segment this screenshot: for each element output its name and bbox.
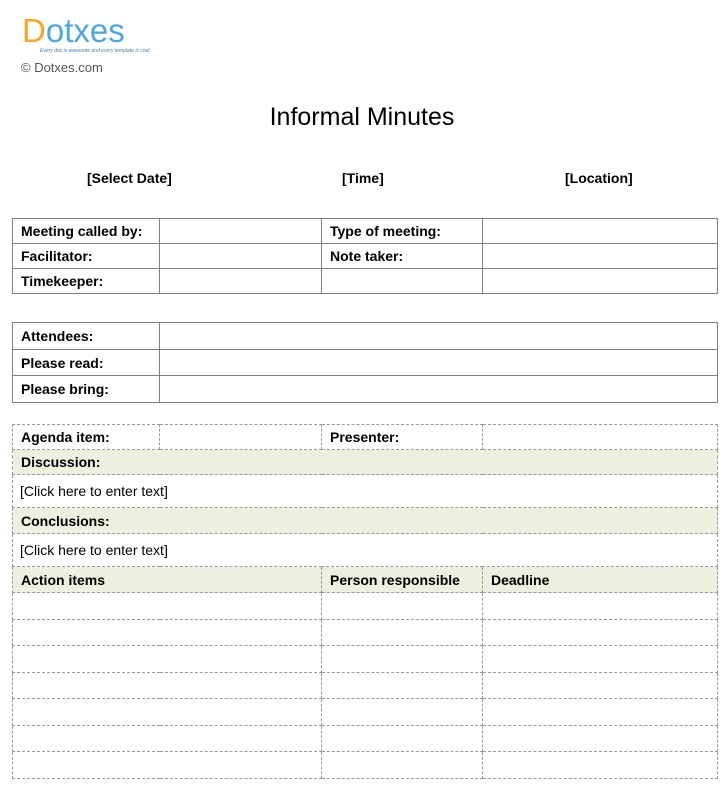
person-responsible-header: Person responsible bbox=[322, 567, 483, 593]
timekeeper-label: Timekeeper: bbox=[13, 269, 160, 294]
please-bring-label: Please bring: bbox=[13, 376, 160, 403]
person-cell[interactable] bbox=[322, 673, 483, 699]
person-cell[interactable] bbox=[322, 620, 483, 646]
table-row bbox=[13, 219, 718, 244]
person-cell[interactable] bbox=[322, 593, 483, 620]
action-row bbox=[13, 752, 718, 779]
attendees-label: Attendees: bbox=[13, 323, 160, 350]
action-item-cell[interactable] bbox=[13, 752, 322, 779]
action-item-cell[interactable] bbox=[13, 726, 322, 752]
table-row bbox=[13, 323, 718, 350]
page-title: Informal Minutes bbox=[269, 103, 455, 131]
table-row bbox=[13, 425, 718, 450]
conclusions-header: Conclusions: bbox=[13, 508, 718, 534]
table-row bbox=[13, 244, 718, 269]
attendees-value[interactable] bbox=[160, 323, 718, 350]
attendance-table bbox=[12, 322, 718, 403]
deadline-cell[interactable] bbox=[483, 752, 718, 779]
copyright-text: © Dotxes.com bbox=[21, 60, 103, 75]
empty-cell[interactable] bbox=[483, 269, 718, 294]
logo-tagline: Every doc is awesome and every template is cool bbox=[40, 48, 150, 54]
conclusions-text[interactable]: [Click here to enter text] bbox=[13, 534, 718, 567]
table-row bbox=[13, 350, 718, 376]
location-field[interactable]: [Location] bbox=[565, 170, 633, 186]
table-row bbox=[13, 567, 718, 593]
person-cell[interactable] bbox=[322, 646, 483, 673]
action-row bbox=[13, 646, 718, 673]
action-item-cell[interactable] bbox=[13, 620, 322, 646]
table-row bbox=[13, 376, 718, 403]
note-taker-value[interactable] bbox=[483, 244, 718, 269]
presenter-value[interactable] bbox=[483, 425, 718, 450]
deadline-cell[interactable] bbox=[483, 646, 718, 673]
person-cell[interactable] bbox=[322, 699, 483, 726]
person-cell[interactable] bbox=[322, 752, 483, 779]
deadline-cell[interactable] bbox=[483, 699, 718, 726]
meeting-type-label: Type of meeting: bbox=[322, 219, 483, 244]
action-item-cell[interactable] bbox=[13, 646, 322, 673]
table-row bbox=[13, 269, 718, 294]
table-row bbox=[13, 475, 718, 508]
person-cell[interactable] bbox=[322, 726, 483, 752]
meeting-type-value[interactable] bbox=[483, 219, 718, 244]
presenter-label: Presenter: bbox=[322, 425, 483, 450]
discussion-text[interactable]: [Click here to enter text] bbox=[13, 475, 718, 508]
action-item-cell[interactable] bbox=[13, 593, 322, 620]
action-row bbox=[13, 593, 718, 620]
action-row bbox=[13, 620, 718, 646]
action-items-header: Action items bbox=[13, 567, 322, 593]
empty-cell[interactable] bbox=[322, 269, 483, 294]
deadline-header: Deadline bbox=[483, 567, 718, 593]
please-read-value[interactable] bbox=[160, 350, 718, 376]
note-taker-label: Note taker: bbox=[322, 244, 483, 269]
discussion-header: Discussion: bbox=[13, 450, 718, 475]
table-row bbox=[13, 534, 718, 567]
agenda-table bbox=[12, 424, 718, 779]
called-by-label: Meeting called by: bbox=[13, 219, 160, 244]
action-row bbox=[13, 673, 718, 699]
table-row bbox=[13, 450, 718, 475]
deadline-cell[interactable] bbox=[483, 620, 718, 646]
facilitator-value[interactable] bbox=[160, 244, 322, 269]
facilitator-label: Facilitator: bbox=[13, 244, 160, 269]
logo-wordmark bbox=[22, 14, 162, 48]
called-by-value[interactable] bbox=[160, 219, 322, 244]
table-row bbox=[13, 508, 718, 534]
agenda-item-value[interactable] bbox=[160, 425, 322, 450]
agenda-item-label: Agenda item: bbox=[13, 425, 160, 450]
deadline-cell[interactable] bbox=[483, 673, 718, 699]
dotxes-logo bbox=[22, 14, 162, 56]
meeting-info-table bbox=[12, 218, 718, 294]
timekeeper-value[interactable] bbox=[160, 269, 322, 294]
action-item-cell[interactable] bbox=[13, 673, 322, 699]
please-read-label: Please read: bbox=[13, 350, 160, 376]
deadline-cell[interactable] bbox=[483, 593, 718, 620]
deadline-cell[interactable] bbox=[483, 726, 718, 752]
action-item-cell[interactable] bbox=[13, 699, 322, 726]
time-field[interactable]: [Time] bbox=[342, 170, 384, 186]
action-row bbox=[13, 699, 718, 726]
date-field[interactable]: [Select Date] bbox=[87, 170, 172, 186]
logo-letter-d: D bbox=[22, 12, 46, 49]
action-row bbox=[13, 726, 718, 752]
logo-letters: otxes bbox=[45, 12, 125, 49]
please-bring-value[interactable] bbox=[160, 376, 718, 403]
